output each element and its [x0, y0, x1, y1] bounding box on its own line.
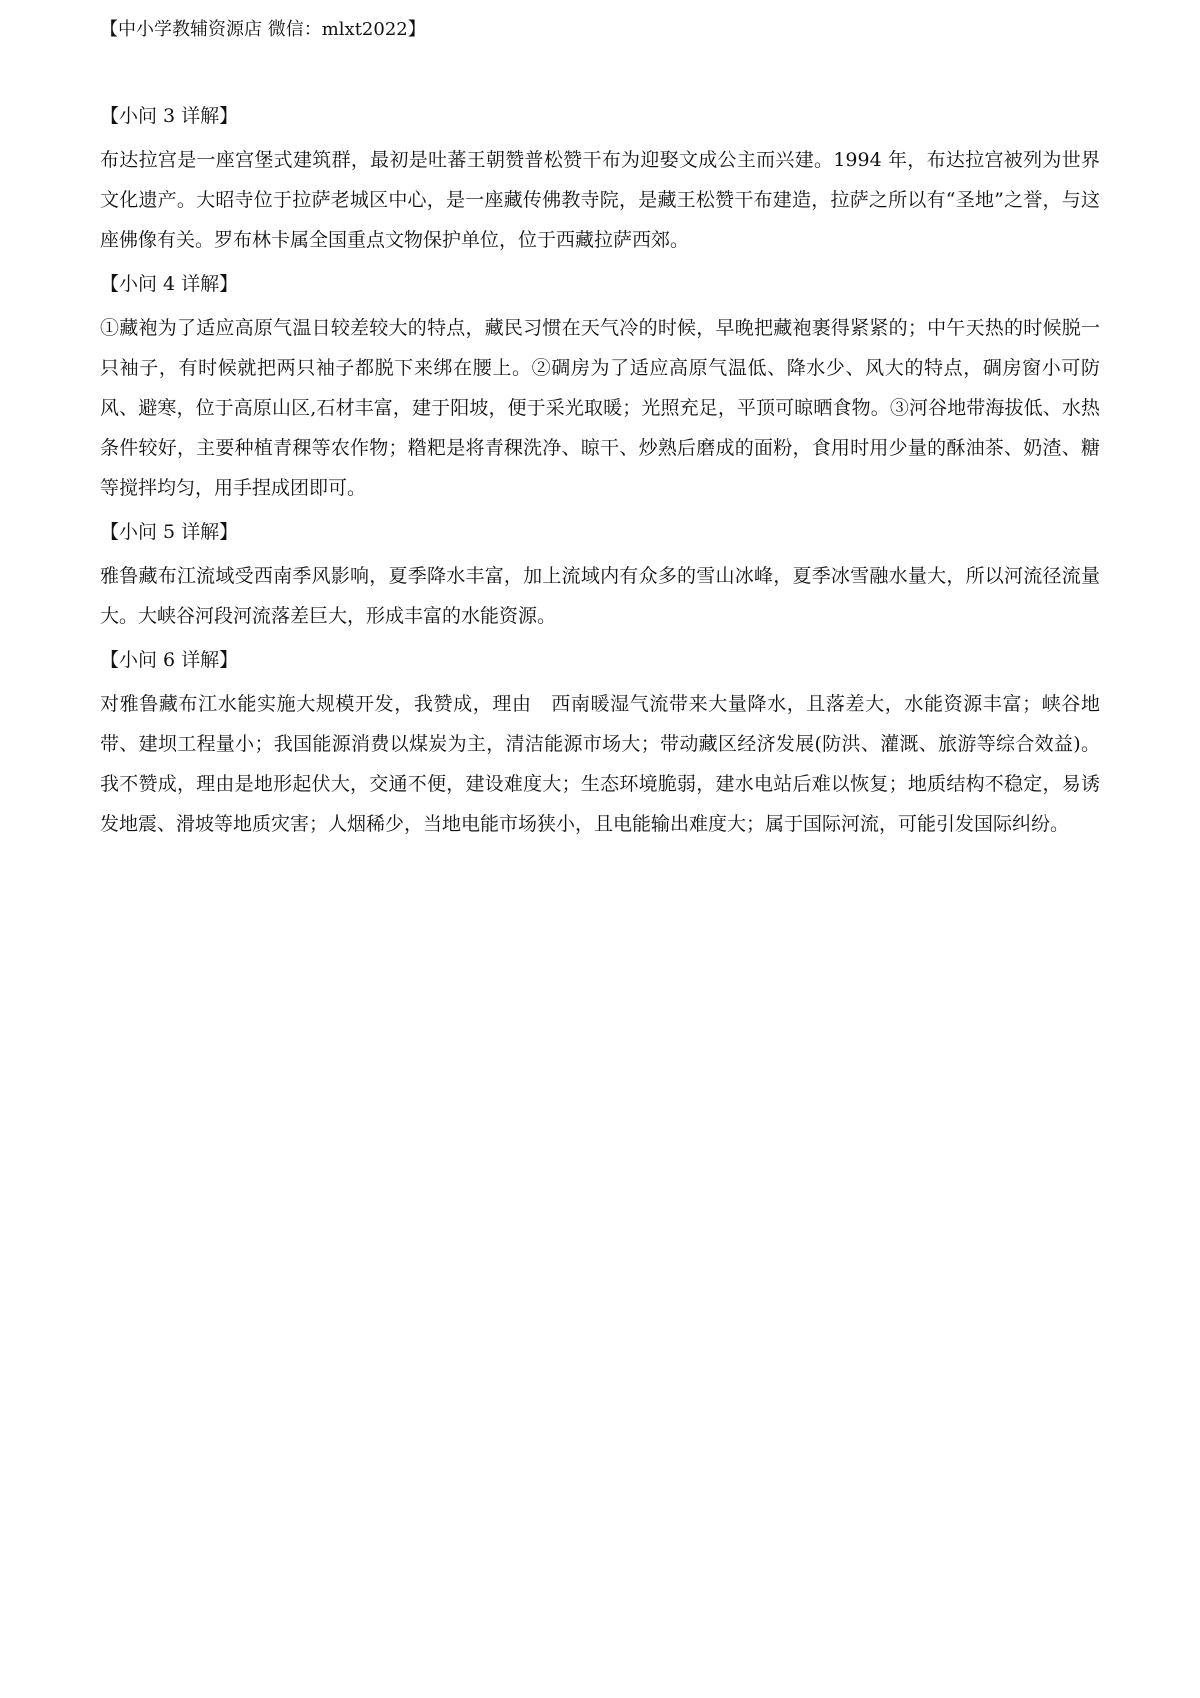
section-q5: [100, 516, 1100, 636]
section-q4: [100, 268, 1100, 508]
section-heading: 【小问 4 详解】: [100, 273, 239, 295]
section-body: 对雅鲁藏布江水能实施大规模开发，我赞成，理由 西南暖湿气流带来大量降水，且落差大，水能资源丰富；峡谷地带、建坝工程量小；我国能源消费以煤炭为主，清洁能源市场大；带动藏区经济发展(防洪、灌溉、旅游等综合效益)。我不赞成，理由是地形起伏大，交通不便，建设难度大；生态环境脆弱，建水电站后难以恢复；地质结构不稳定，易诱发地震、滑坡等地质灾害；人烟稀少，当地电能市场狭小，且电能输出难度大；属于国际河流，可能引发国际纠纷。: [100, 693, 1100, 835]
section-heading: 【小问 5 详解】: [100, 521, 239, 543]
document-content: [100, 100, 1100, 852]
section-heading: 【小问 6 详解】: [100, 649, 239, 671]
section-body: ①藏袍为了适应高原气温日较差较大的特点，藏民习惯在天气冷的时候，早晚把藏袍裹得紧紧的；中午天热的时候脱一只袖子，有时候就把两只袖子都脱下来绑在腰上。②碉房为了适应高原气温低、降水少、风大的特点，碉房窗小可防风、避寒，位于高原山区,石材丰富，建于阳坡，便于采光取暖；光照充足，平顶可晾晒食物。③河谷地带海拔低、水热条件较好，主要种植青稞等农作物；糌粑是将青稞洗净、晾干、炒熟后磨成的面粉，食用时用少量的酥油茶、奶渣、糖等搅拌均匀，用手捏成团即可。: [100, 317, 1100, 499]
section-heading: 【小问 3 详解】: [100, 105, 239, 127]
section-body: 布达拉宫是一座宫堡式建筑群，最初是吐蕃王朝赞普松赞干布为迎娶文成公主而兴建。1994 年，布达拉宫被列为世界文化遗产。大昭寺位于拉萨老城区中心，是一座藏传佛教寺院，是藏王松赞干布建造，拉萨之所以有“圣地”之誉，与这座佛像有关。罗布林卡属全国重点文物保护单位，位于西藏拉萨西郊。: [100, 149, 1100, 251]
section-q6: [100, 644, 1100, 844]
section-q3: [100, 100, 1100, 260]
header-note: 【中小学教辅资源店 微信：mlxt2022】: [100, 19, 426, 40]
section-body: 雅鲁藏布江流域受西南季风影响，夏季降水丰富，加上流域内有众多的雪山冰峰，夏季冰雪融水量大，所以河流径流量大。大峡谷河段河流落差巨大，形成丰富的水能资源。: [100, 565, 1100, 627]
